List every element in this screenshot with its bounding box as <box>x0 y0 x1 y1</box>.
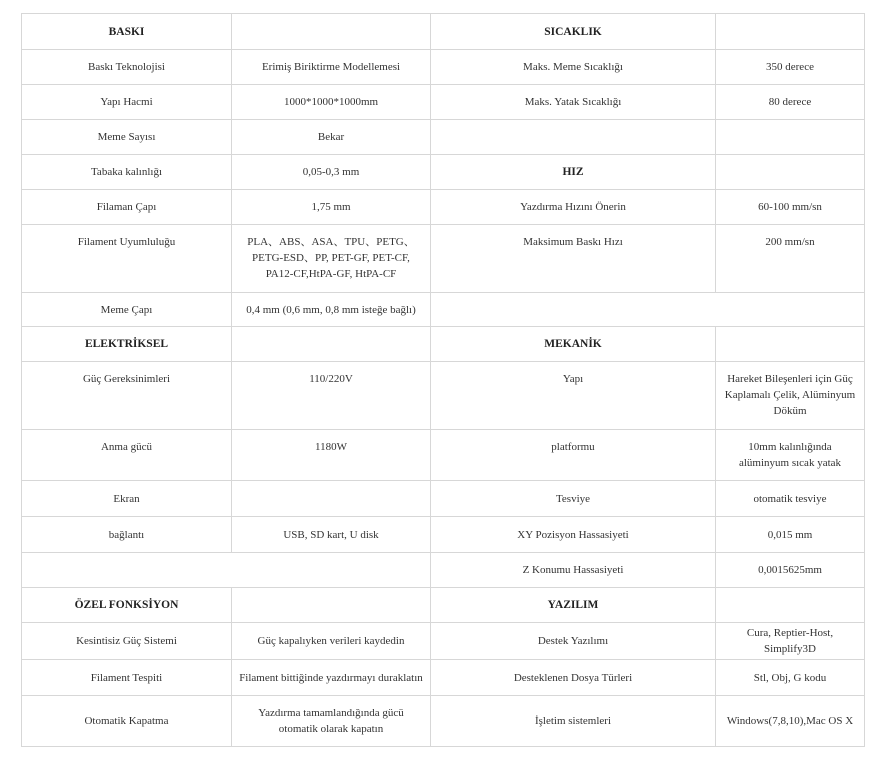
table-cell: Filaman Çapı <box>22 190 232 225</box>
table-cell: Windows(7,8,10),Mac OS X <box>716 696 865 747</box>
table-cell: Erimiş Biriktirme Modellemesi <box>232 50 431 85</box>
table-cell <box>716 120 865 155</box>
table-row <box>22 155 865 190</box>
table-row <box>22 481 865 517</box>
table-row <box>22 327 865 362</box>
table-cell: Stl, Obj, G kodu <box>716 660 865 696</box>
table-cell: 1,75 mm <box>232 190 431 225</box>
table-row <box>22 225 865 293</box>
table-cell: Kesintisiz Güç Sistemi <box>22 623 232 660</box>
table-row <box>22 50 865 85</box>
table-row <box>22 660 865 696</box>
table-cell: 110/220V <box>232 362 431 430</box>
table-cell: Tesviye <box>431 481 716 517</box>
table-cell: 60-100 mm/sn <box>716 190 865 225</box>
table-cell: XY Pozisyon Hassasiyeti <box>431 517 716 553</box>
section-header-print: BASKI <box>22 14 232 50</box>
table-row <box>22 517 865 553</box>
table-cell: Anma gücü <box>22 430 232 481</box>
table-cell: platformu <box>431 430 716 481</box>
table-row <box>22 85 865 120</box>
section-header-speed: HIZ <box>431 155 716 190</box>
table-cell: Yapı Hacmi <box>22 85 232 120</box>
table-cell: Destek Yazılımı <box>431 623 716 660</box>
table-cell <box>431 293 865 327</box>
table-cell: Hareket Bileşenleri için Güç Kaplamalı Çelik, Alüminyum Döküm <box>716 362 865 430</box>
section-header-software: YAZILIM <box>431 588 716 623</box>
table-row <box>22 588 865 623</box>
section-header-electrical: ELEKTRİKSEL <box>22 327 232 362</box>
table-cell: Meme Çapı <box>22 293 232 327</box>
table-cell <box>431 120 716 155</box>
table-cell: Güç kapalıyken verileri kaydedin <box>232 623 431 660</box>
table-cell <box>716 327 865 362</box>
table-cell: Desteklenen Dosya Türleri <box>431 660 716 696</box>
table-cell: Maks. Yatak Sıcaklığı <box>431 85 716 120</box>
spec-table <box>21 13 865 747</box>
table-cell: Baskı Teknolojisi <box>22 50 232 85</box>
table-cell <box>232 14 431 50</box>
table-cell <box>232 327 431 362</box>
table-row <box>22 553 865 588</box>
table-row <box>22 120 865 155</box>
table-cell <box>716 14 865 50</box>
table-cell: 200 mm/sn <box>716 225 865 293</box>
table-cell: Yapı <box>431 362 716 430</box>
section-header-temperature: SICAKLIK <box>431 14 716 50</box>
table-cell: Yazdırma Hızını Önerin <box>431 190 716 225</box>
table-row <box>22 362 865 430</box>
table-cell: Maksimum Baskı Hızı <box>431 225 716 293</box>
table-cell: Bekar <box>232 120 431 155</box>
table-cell: Maks. Meme Sıcaklığı <box>431 50 716 85</box>
table-cell <box>716 588 865 623</box>
table-cell: otomatik tesviye <box>716 481 865 517</box>
table-cell: Yazdırma tamamlandığında gücü otomatik olarak kapatın <box>232 696 431 747</box>
table-cell: PLA、ABS、ASA、TPU、PETG、PETG-ESD、PP, PET-GF, PET-CF, PA12-CF,HtPA-GF, HtPA-CF <box>232 225 431 293</box>
table-cell: 0,4 mm (0,6 mm, 0,8 mm isteğe bağlı) <box>232 293 431 327</box>
table-cell: Meme Sayısı <box>22 120 232 155</box>
table-cell: Tabaka kalınlığı <box>22 155 232 190</box>
table-cell: 0,0015625mm <box>716 553 865 588</box>
table-cell: Z Konumu Hassasiyeti <box>431 553 716 588</box>
table-row <box>22 293 865 327</box>
section-header-mechanical: MEKANİK <box>431 327 716 362</box>
table-cell: Cura, Reptier-Host, Simplify3D <box>716 623 865 660</box>
table-row <box>22 14 865 50</box>
table-cell: bağlantı <box>22 517 232 553</box>
table-cell: 350 derece <box>716 50 865 85</box>
table-cell <box>716 155 865 190</box>
table-row <box>22 430 865 481</box>
table-row <box>22 190 865 225</box>
table-cell: 0,05-0,3 mm <box>232 155 431 190</box>
table-cell: 1000*1000*1000mm <box>232 85 431 120</box>
table-cell: İşletim sistemleri <box>431 696 716 747</box>
table-cell: Filament Uyumluluğu <box>22 225 232 293</box>
table-cell: Güç Gereksinimleri <box>22 362 232 430</box>
table-cell <box>22 553 431 588</box>
table-cell: Filament bittiğinde yazdırmayı duraklatın <box>232 660 431 696</box>
table-cell: USB, SD kart, U disk <box>232 517 431 553</box>
table-cell: 0,015 mm <box>716 517 865 553</box>
table-cell: Ekran <box>22 481 232 517</box>
table-cell: Filament Tespiti <box>22 660 232 696</box>
table-cell <box>232 588 431 623</box>
table-cell: 10mm kalınlığında alüminyum sıcak yatak <box>716 430 865 481</box>
table-cell: 80 derece <box>716 85 865 120</box>
table-cell <box>232 481 431 517</box>
table-cell: 1180W <box>232 430 431 481</box>
table-row <box>22 623 865 660</box>
table-cell: Otomatik Kapatma <box>22 696 232 747</box>
section-header-special-function: ÖZEL FONKSİYON <box>22 588 232 623</box>
table-row <box>22 696 865 747</box>
